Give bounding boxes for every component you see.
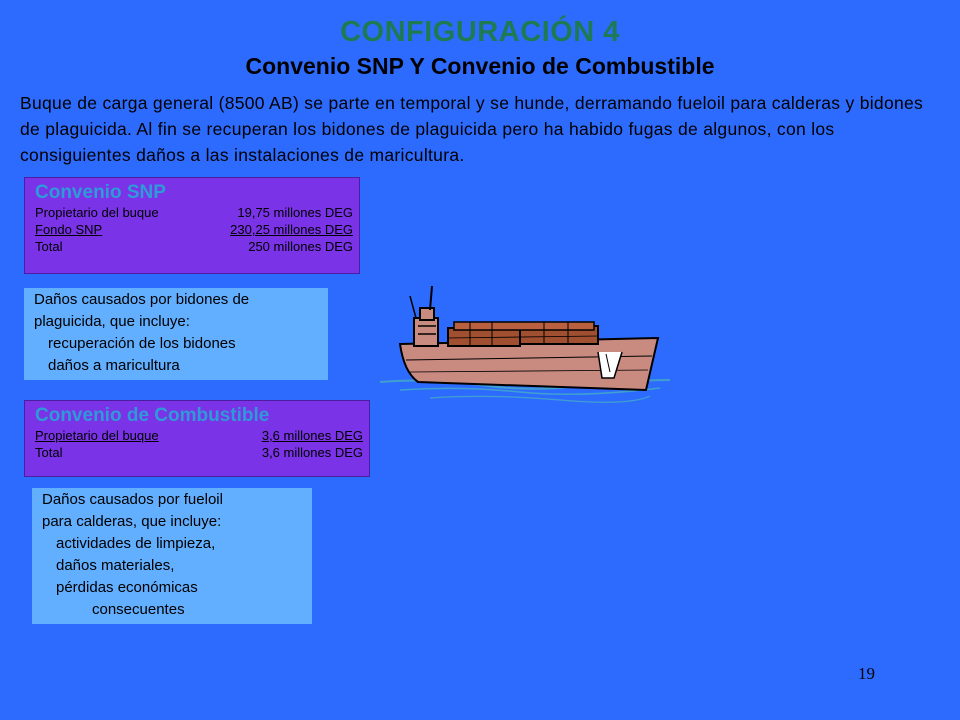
cargo-ship-icon — [370, 282, 680, 412]
snp-row-owner — [35, 204, 353, 221]
damages-line: daños a maricultura — [48, 357, 180, 374]
snp-row-label: Fondo SNP — [35, 222, 103, 237]
slide-title: CONFIGURACIÓN 4 — [340, 16, 620, 48]
fuel-heading: Convenio de Combustible — [35, 405, 270, 426]
slide-subtitle: Convenio SNP Y Convenio de Combustible — [245, 53, 715, 79]
damages-line: para calderas, que incluye: — [42, 513, 222, 530]
snp-row-amount: 230,25 millones DEG — [230, 222, 353, 237]
fuel-row-label: Total — [35, 445, 63, 460]
damages-line: pérdidas económicas — [56, 579, 198, 596]
damages-line: Daños causados por bidones de — [34, 291, 250, 308]
damages-line: recuperación de los bidones — [48, 335, 236, 352]
snp-damages-box — [24, 288, 328, 380]
page-number: 19 — [858, 664, 875, 683]
damages-line: consecuentes — [92, 601, 185, 618]
fuel-row-label: Propietario del buque — [35, 428, 159, 443]
fuel-row-amount: 3,6 millones DEG — [261, 428, 363, 443]
damages-line: actividades de limpieza, — [56, 535, 216, 552]
snp-row-amount: 19,75 millones DEG — [237, 205, 353, 220]
damages-line: daños materiales, — [56, 557, 175, 574]
damages-line: plaguicida, que incluye: — [34, 313, 190, 330]
fuel-row-amount: 3,6 millones DEG — [261, 445, 363, 460]
snp-row-fund — [35, 221, 353, 238]
snp-convention-box — [24, 177, 360, 274]
snp-row-amount: 250 millones DEG — [248, 239, 353, 254]
snp-row-total — [35, 238, 353, 255]
fuel-convention-box — [24, 400, 370, 477]
snp-row-label: Total — [35, 239, 63, 254]
fuel-damages-box — [32, 488, 312, 624]
fuel-row-owner — [35, 427, 363, 444]
intro-paragraph: Buque de carga general (8500 AB) se parte en temporal y se hunde, derramando fueloil para calderas y bidones de plaguicida. Al fin se recuperan los bidones de plaguicida pero ha habido fugas de algunos, con los consiguientes daños a las instalaciones de maricultura. — [20, 93, 924, 165]
snp-heading: Convenio SNP — [35, 182, 166, 203]
fuel-row-total — [35, 444, 363, 461]
snp-row-label: Propietario del buque — [35, 205, 159, 220]
damages-line: Daños causados por fueloil — [42, 491, 223, 508]
